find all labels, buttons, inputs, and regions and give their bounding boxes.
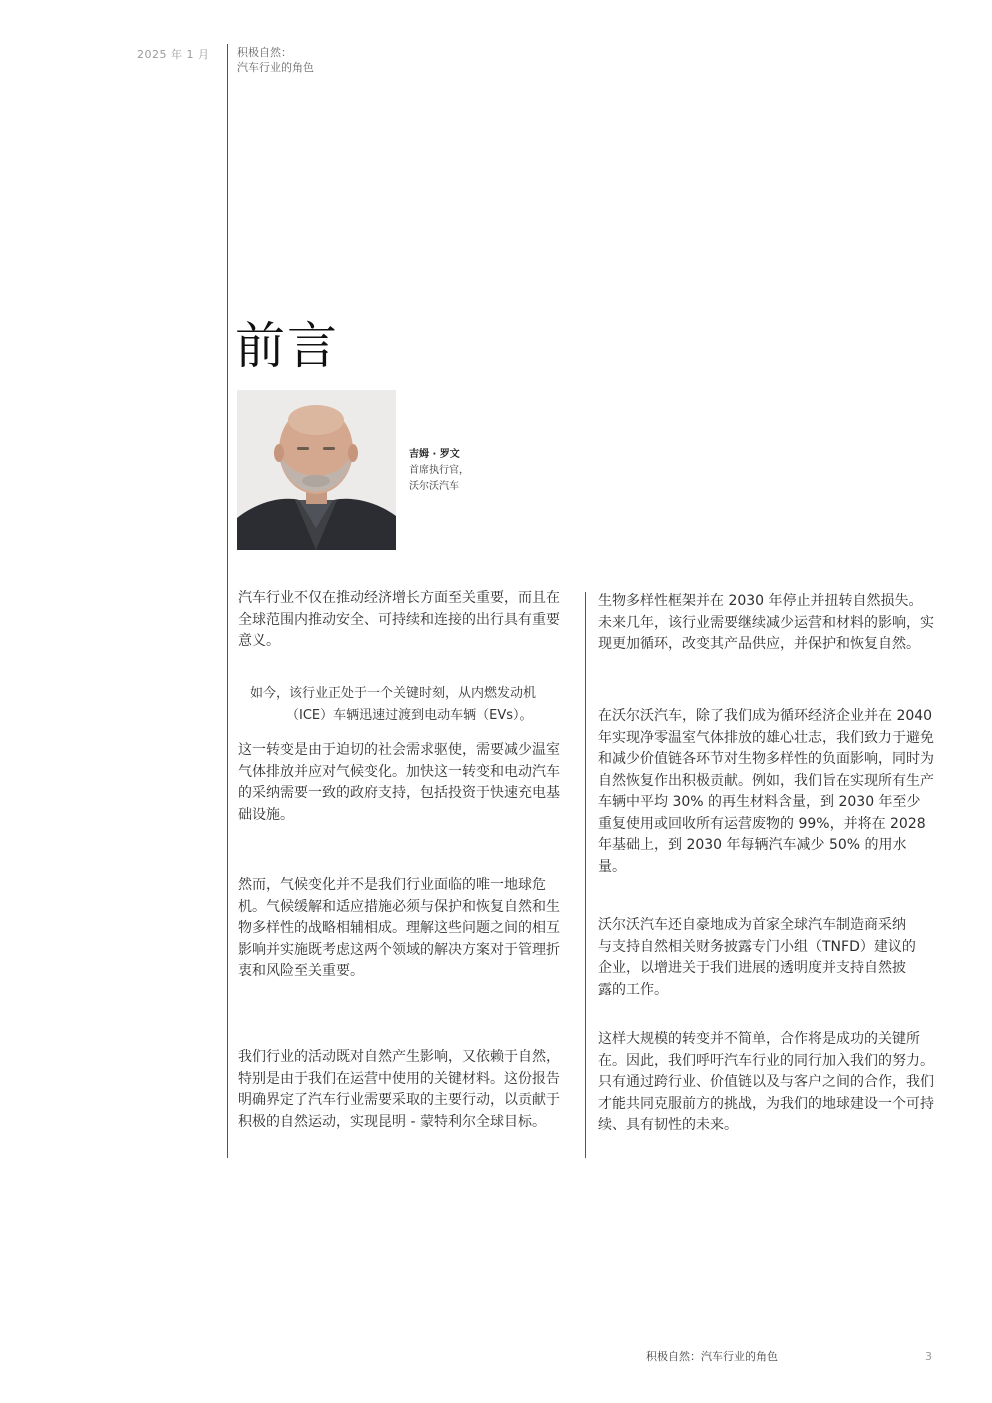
right-paragraph-3: 沃尔沃汽车还自豪地成为首家全球汽车制造商采纳与支持自然相关财务披露专门小组（TNFD）建议的企业，以增进关于我们进展的透明度并支持自然披露的工作。 bbox=[598, 917, 916, 998]
right-paragraph-1: 生物多样性框架并在 2030 年停止并扭转自然损失。未来几年，该行业需要继续减少运营和材料的影响，实现更加循环，改变其产品供应，并保护和恢复自然。 bbox=[598, 593, 934, 652]
header-line-1: 积极自然： bbox=[237, 46, 292, 59]
pull-quote bbox=[250, 683, 570, 727]
footer-title: 积极自然：汽车行业的角色 bbox=[646, 1350, 778, 1363]
ceo-portrait bbox=[237, 390, 396, 550]
left-paragraph-2: 这一转变是由于迫切的社会需求驱使，需要减少温室气体排放并应对气候变化。加快这一转变和电动汽车的采纳需要一致的政府支持，包括投资于快速充电基础设施。 bbox=[238, 742, 560, 823]
person-caption bbox=[409, 447, 469, 495]
left-paragraph-1: 汽车行业不仅在推动经济增长方面至关重要，而且在全球范围内推动安全、可持续和连接的出行具有重要意义。 bbox=[238, 590, 560, 649]
pull-quote-line-2: （ICE）车辆迅速过渡到电动车辆（EVs）。 bbox=[286, 708, 533, 723]
right-paragraph-2: 在沃尔沃汽车，除了我们成为循环经济企业并在 2040 年实现净零温室气体排放的雄心壮志，我们致力于避免和减少价值链各环节对生物多样性的负面影响，同时为自然恢复作出积极贡献。例如，我们旨在实现所有生产车辆中平均 30% 的再生材料含量，到 2030 年至少重复使用或回收所有运营废物的 99%，并将在 2028 年基础上，到 2030 年每辆汽车减少 50% 的用水量。 bbox=[598, 708, 934, 875]
column-divider-line bbox=[585, 592, 586, 1158]
left-paragraph-3: 然而，气候变化并不是我们行业面临的唯一地球危机。气候缓解和适应措施必须与保护和恢复自然和生物多样性的战略相辅相成。理解这些问题之间的相互影响并实施既考虑这两个领域的解决方案对于管理折衷和风险至关重要。 bbox=[238, 877, 560, 979]
person-company: 沃尔沃汽车 bbox=[409, 481, 459, 492]
running-header bbox=[237, 45, 314, 75]
right-paragraph-4: 这样大规模的转变并不简单，合作将是成功的关键所在。因此，我们呼吁汽车行业的同行加入我们的努力。只有通过跨行业、价值链以及与客户之间的合作，我们才能共同克服前方的挑战，为我们的地球建设一个可持续、具有韧性的未来。 bbox=[598, 1031, 934, 1133]
left-paragraph-4: 我们行业的活动既对自然产生影响，又依赖于自然，特别是由于我们在运营中使用的关键材料。这份报告明确界定了汽车行业需要采取的主要行动，以贡献于积极的自然运动，实现昆明 - 蒙特利尔全球目标。 bbox=[238, 1049, 560, 1130]
header-line-2: 汽车行业的角色 bbox=[237, 61, 314, 74]
report-date: 2025 年 1 月 bbox=[137, 48, 210, 61]
portrait-illustration bbox=[237, 390, 396, 550]
page-number: 3 bbox=[925, 1350, 932, 1363]
pull-quote-line-1: 如今，该行业正处于一个关键时刻，从内燃发动机 bbox=[250, 686, 537, 701]
person-name: 吉姆 · 罗文 bbox=[409, 449, 460, 460]
main-divider-line bbox=[227, 44, 228, 1158]
page-title: 前言 bbox=[235, 316, 339, 375]
person-role: 首席执行官， bbox=[409, 465, 469, 476]
